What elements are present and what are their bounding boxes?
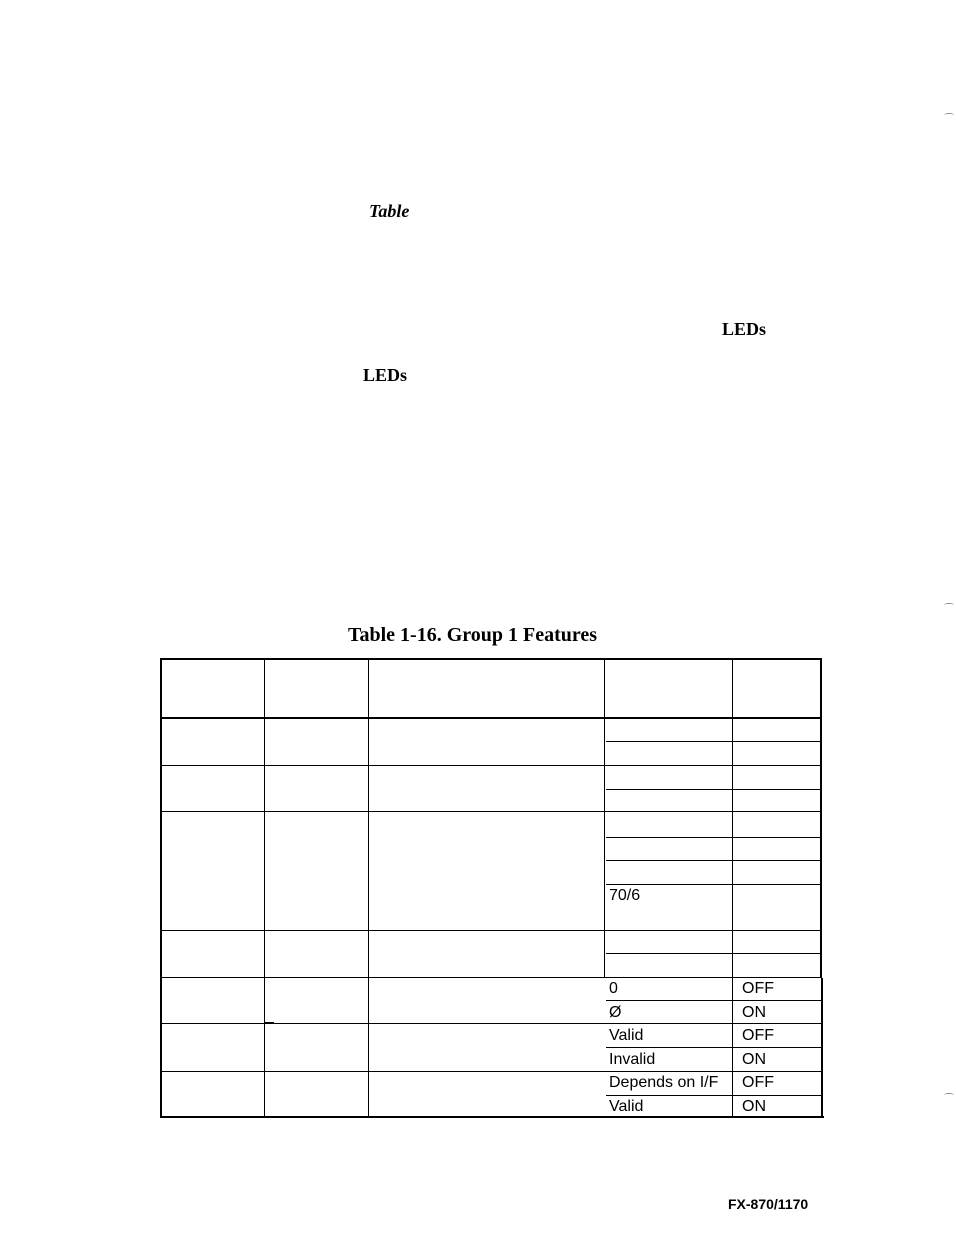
subrow-rule (606, 860, 820, 861)
led-cell: OFF (742, 1074, 774, 1091)
text-fragment-leds: LEDs (722, 319, 767, 339)
led-cell: ON (742, 1098, 766, 1115)
led-cell: ON (742, 1004, 766, 1021)
setting-cell: Valid (609, 1098, 644, 1115)
subrow-rule (606, 953, 820, 954)
margin-mark: ⌒ (944, 1094, 954, 1105)
text-fragment-leds: LEDs (363, 365, 408, 385)
table-border (160, 658, 162, 1118)
subrow-rule (606, 741, 820, 742)
setting-cell: Valid (609, 1027, 644, 1044)
margin-mark: ⌒ (944, 114, 954, 125)
setting-cell: Depends on I/F (609, 1074, 719, 1091)
setting-cell: Invalid (609, 1051, 656, 1068)
led-cell: OFF (742, 1027, 774, 1044)
subrow-rule (606, 837, 820, 838)
subrow-rule (606, 884, 820, 885)
page-footer: FX-870/1170 (728, 1196, 809, 1212)
table-caption: Table 1-16. Group 1 Features (348, 624, 598, 646)
subrow-rule (606, 1095, 822, 1096)
column-divider (368, 658, 369, 1118)
setting-cell: 0 (609, 980, 618, 997)
subrow-rule (606, 1000, 822, 1001)
stray-rule (264, 1022, 274, 1023)
column-divider (732, 658, 733, 1118)
led-cell: ON (742, 1051, 766, 1068)
row-rule (160, 811, 822, 812)
column-divider (264, 658, 265, 1118)
row-rule (160, 1023, 822, 1024)
row-rule (160, 1071, 822, 1072)
subrow-rule (606, 1047, 822, 1048)
row-rule (160, 977, 822, 978)
table-border (160, 658, 822, 660)
margin-mark: ⌒ (944, 604, 954, 615)
table-border (821, 978, 823, 1118)
table-border (160, 1116, 824, 1118)
led-cell: OFF (742, 980, 774, 997)
setting-cell: Ø (609, 1004, 622, 1021)
setting-cell: 70/6 (609, 887, 641, 904)
text-fragment-table: Table (369, 201, 410, 221)
row-rule (160, 930, 822, 931)
subrow-rule (606, 789, 820, 790)
row-rule (160, 765, 822, 766)
header-rule (160, 717, 822, 719)
